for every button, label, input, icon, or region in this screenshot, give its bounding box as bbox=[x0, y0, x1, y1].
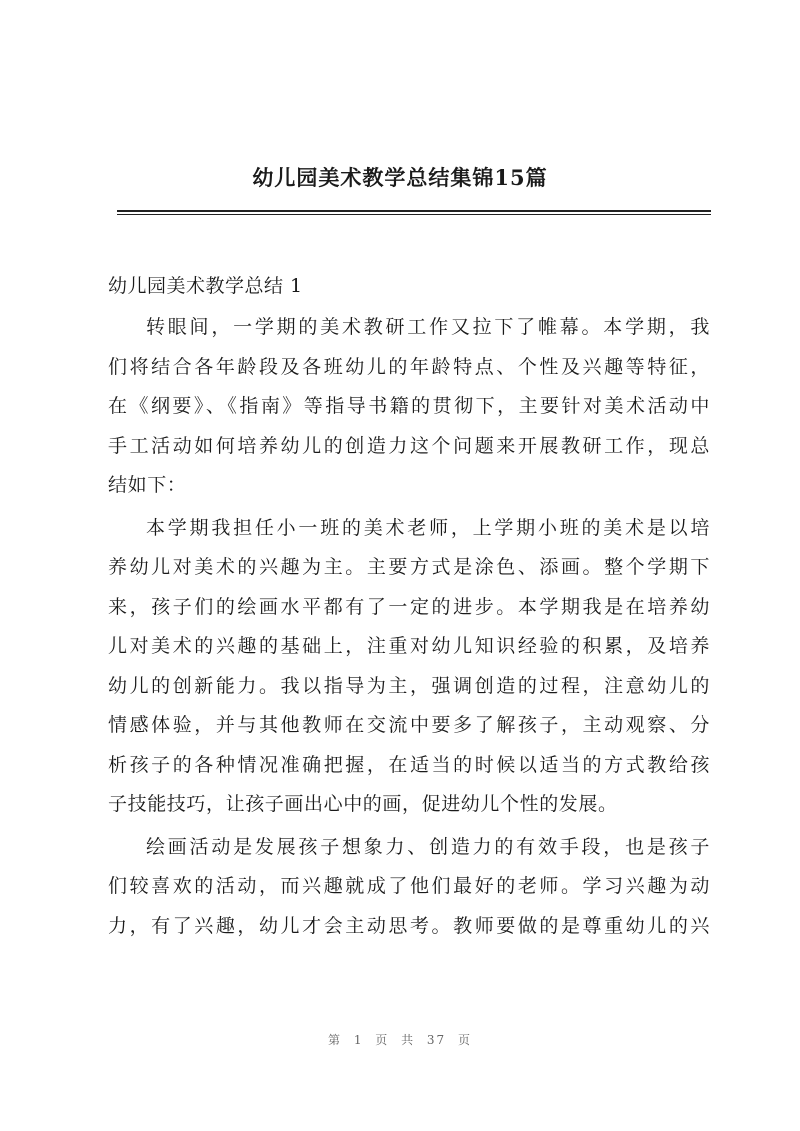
paragraph-line: 养幼儿对美术的兴趣为主。主要方式是涂色、添画。整个学期下 bbox=[108, 556, 710, 578]
paragraph-line: 来，孩子们的绘画水平都有了一定的进步。本学期我是在培养幼 bbox=[108, 595, 710, 618]
paragraph-line: 结如下： bbox=[108, 474, 187, 496]
paragraph-line: 转眼间，一学期的美术教研工作又拉下了帷幕。本学期，我 bbox=[146, 316, 710, 338]
paragraph-line: 儿对美术的兴趣的基础上，注重对幼儿知识经验的积累，及培养 bbox=[108, 635, 710, 657]
paragraph-line: 在《纲要》、《指南》等指导书籍的贯彻下，主要针对美术活动中 bbox=[108, 395, 710, 417]
section-heading: 幼儿园美术教学总结 1 bbox=[108, 275, 303, 297]
paragraph-line: 情感体验，并与其他教师在交流中要多了解孩子，主动观察、分 bbox=[108, 714, 710, 736]
title-divider-thin bbox=[117, 214, 711, 215]
paragraph-line: 们较喜欢的活动，而兴趣就成了他们最好的老师。学习兴趣为动 bbox=[108, 875, 710, 897]
paragraph-line: 绘画活动是发展孩子想象力、创造力的有效手段，也是孩子 bbox=[146, 835, 710, 858]
title-divider bbox=[117, 210, 711, 212]
paragraph-line: 幼儿的创新能力。我以指导为主，强调创造的过程，注意幼儿的 bbox=[108, 674, 710, 697]
document-body bbox=[108, 270, 710, 946]
paragraph-1 bbox=[108, 308, 710, 506]
paragraph-line: 们将结合各年龄段及各班幼儿的年龄特点、个性及兴趣等特征， bbox=[108, 355, 710, 378]
document-title: 幼儿园美术教学总结集锦15篇 bbox=[252, 165, 548, 190]
paragraph-line: 手工活动如何培养幼儿的创造力这个问题来开展教研工作，现总 bbox=[108, 434, 710, 457]
paragraph-line: 本学期我担任小一班的美术老师，上学期小班的美术是以培 bbox=[146, 516, 710, 539]
page-number-footer: 第 1 页 共 37 页 bbox=[328, 1033, 472, 1047]
paragraph-3 bbox=[108, 828, 710, 947]
paragraph-2 bbox=[108, 509, 710, 825]
paragraph-line: 力，有了兴趣，幼儿才会主动思考。教师要做的是尊重幼儿的兴 bbox=[108, 914, 710, 937]
paragraph-line: 子技能技巧，让孩子画出心中的画，促进幼儿个性的发展。 bbox=[108, 793, 618, 815]
paragraph-line: 析孩子的各种情况准确把握，在适当的时候以适当的方式教给孩 bbox=[108, 753, 710, 776]
